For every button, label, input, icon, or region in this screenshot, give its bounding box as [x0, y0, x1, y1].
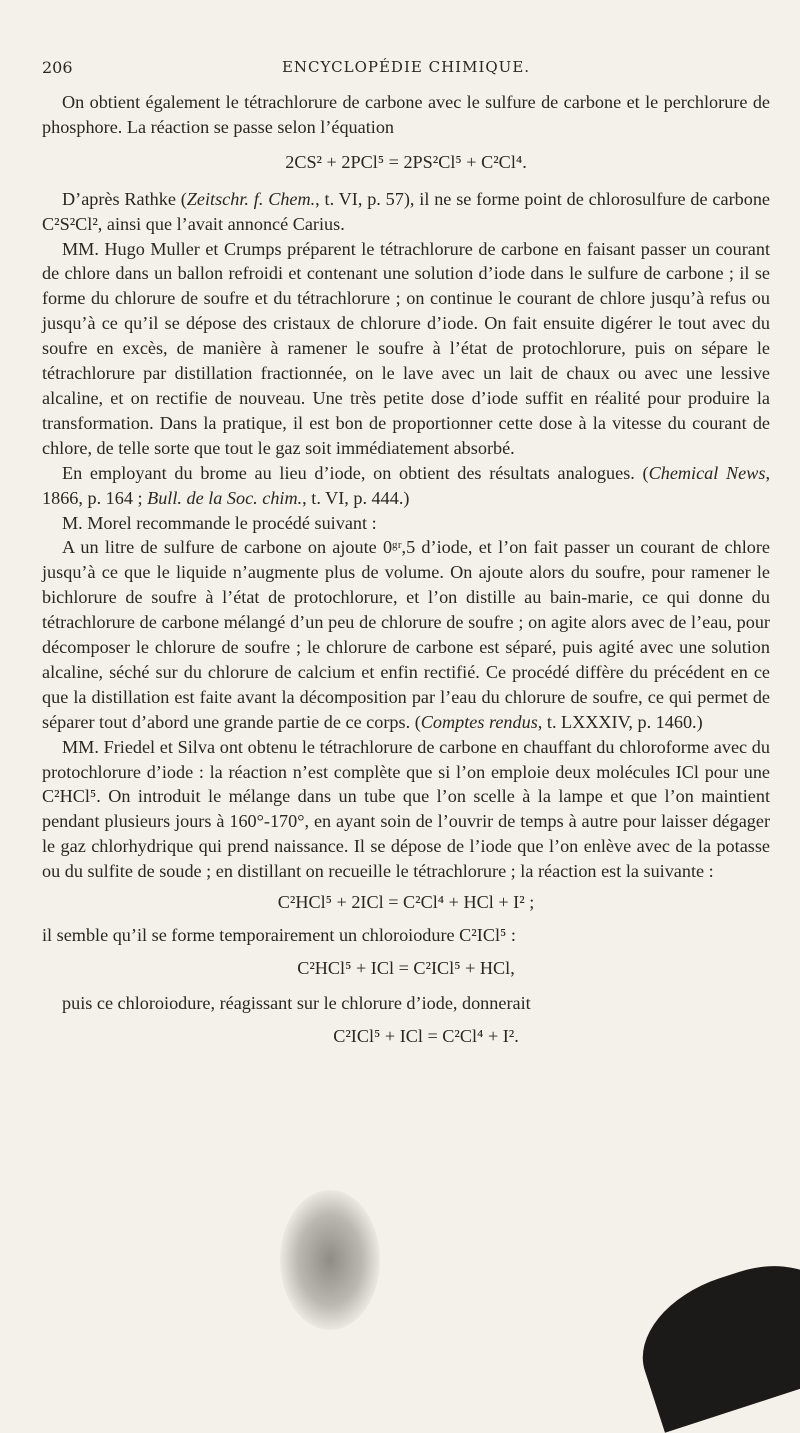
p2-citation: Zeitschr. f. Chem. — [186, 188, 316, 209]
paragraph-2 — [42, 187, 770, 237]
page-number: 206 — [42, 58, 73, 77]
p4-text-b: , 1866, p. 164 ; — [42, 462, 770, 508]
paragraph-9: puis ce chloroiodure, réagissant sur le chlorure d’iode, donnerait — [62, 992, 531, 1013]
paragraph-7: MM. Friedel et Silva ont obtenu le tétrachlorure de carbone en chauffant du chloroforme avec du protochlorure d’iode : la réaction n’est complète que si l’on emploie deux molécules ICl pour une C²HCl⁵. On introduit le mélange dans un tube que l’on scelle à la lampe et que l’on maintient pendant plusieurs jours à 160°-170°, en ayant soin de l’ouvrir de temps à autre pour laisser dégager le gaz chlorhydrique qui prend naissance. Il se dépose de l’iode que l’on enlève avec de la potasse ou du sulfite de soude ; en distillant on recueille le tétrachlorure ; la réaction est la suivante : — [42, 736, 770, 882]
paragraph-4 — [42, 461, 770, 511]
ink-blot — [625, 1247, 800, 1432]
paragraph-8: il semble qu’il se forme temporairement un chloroiodure C²ICl⁵ : — [42, 925, 516, 945]
equation-2: C²HCl⁵ + 2ICl = C²Cl⁴ + HCl + I² ; — [277, 892, 535, 913]
running-header — [42, 58, 770, 84]
running-title: ENCYCLOPÉDIE CHIMIQUE. — [281, 58, 531, 76]
p4-citation-2: Bull. de la Soc. chim. — [147, 487, 303, 508]
paragraph-5: M. Morel recommande le procédé suivant : — [62, 512, 377, 533]
p6-text: A un litre de sulfure de carbone on ajoute 0ᵍʳ,5 d’iode, et l’on fait passer un courant de chlore jusqu’à ce que le liquide n’augmente plus de volume. On ajoute alors du soufre, pour ramener le bichlorure de soufre à l’état de protochlorure, et l’on distille au bain-marie, ce qui donne du tétrachlorure de carbone mélangé d’un peu de chlorure de soufre ; on agite alors avec de l’eau, pour décomposer le chlorure de soufre ; le chlorure de carbone est séparé, puis agité avec une solution alcaline, séché sur du chlorure de calcium et enfin rectifié. Ce procédé diffère du précédent en ce que la distillation est faite avant la décomposition par l’eau du chlorure de soufre, ce qui permet de séparer tout d’abord une grande partie de ce corps. — [42, 537, 770, 732]
p6-ref-close: , t. LXXXIV, p. 1460.) — [537, 711, 703, 732]
p2-text-b: , t. VI, p. 57), il ne se forme point de chlorosulfure de carbone C²S²Cl², ainsi que l’avait annoncé Carius. — [42, 188, 770, 234]
p2-text-a: D’après Rathke ( — [62, 188, 187, 209]
paragraph-3: MM. Hugo Muller et Crumps préparent le tétrachlorure de carbone en faisant passer un courant de chlore dans un ballon refroidi et contenant une solution d’iode dans le sulfure de carbone ; il se forme du chlorure de soufre et du tétrachlorure ; on continue le courant de chlore jusqu’à refus ou jusqu’à ce qu’il se dépose des cristaux de chlorure d’iode. On fait ensuite digérer le tout avec du soufre en excès, de manière à ramener le soufre à l’état de protochlorure, puis on sépare le tétrachlorure par distillation fractionnée, on le lave avec un lait de chaux ou avec une lessive alcaline, et on rectifie de nouveau. Une très petite dose d’iode suffit en réalité pour produire la transformation. Dans la pratique, il est bon de proportionner cette dose à la vitesse du courant de chlore, de telle sorte que tout le gaz soit immédiatement absorbé. — [42, 238, 770, 458]
paragraph-6 — [42, 535, 770, 734]
equation-4: C²ICl⁵ + ICl = C²Cl⁴ + I². — [333, 1025, 519, 1046]
p4-citation-1: Chemical News — [648, 462, 766, 483]
equation-1: 2CS² + 2PCl⁵ = 2PS²Cl⁵ + C²Cl⁴. — [285, 151, 527, 172]
paper-stain — [280, 1190, 380, 1330]
equation-3: C²HCl⁵ + ICl = C²ICl⁵ + HCl, — [297, 957, 515, 978]
p6-ref-open: ( — [414, 711, 421, 732]
p4-text-a: En employant du brome au lieu d’iode, on obtient des résultats analogues. ( — [62, 462, 649, 483]
p6-citation: Comptes rendus — [420, 711, 538, 732]
page-body — [42, 90, 770, 1049]
p4-text-c: , t. VI, p. 444.) — [302, 487, 410, 508]
paragraph-1: On obtient également le tétrachlorure de carbone avec le sulfure de carbone et le perchlorure de phosphore. La réaction se passe selon l’équation — [42, 92, 770, 137]
